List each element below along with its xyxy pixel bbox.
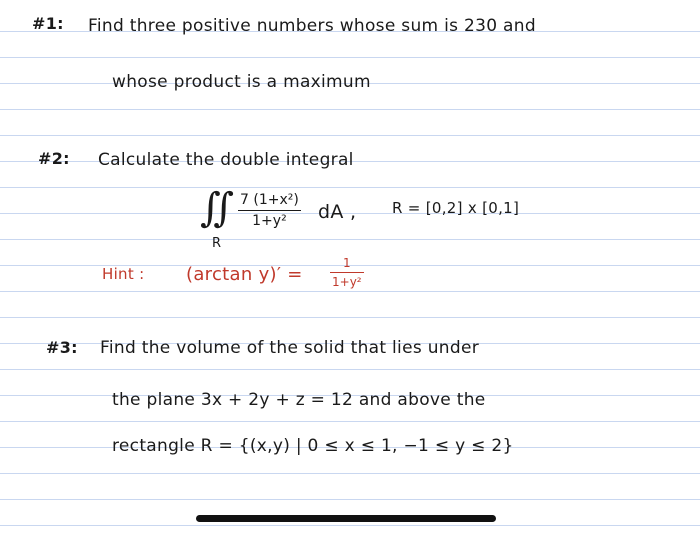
problem-3-label: #3:	[46, 338, 78, 357]
home-indicator-bar[interactable]	[196, 515, 496, 522]
integrand-denominator: 1+y²	[252, 213, 287, 229]
fraction-bar	[238, 210, 301, 211]
region-definition: R = [0,2] x [0,1]	[392, 199, 520, 217]
hint-denominator: 1+y²	[332, 275, 362, 289]
problem-1-line-1: Find three positive numbers whose sum is 230 and	[88, 16, 536, 36]
problem-1-line-2: whose product is a maximum	[112, 72, 371, 92]
double-integral-icon: ∬	[200, 185, 235, 231]
problem-2-line-1: Calculate the double integral	[98, 150, 354, 170]
problem-3-line-2: the plane 3x + 2y + z = 12 and above the	[112, 390, 486, 410]
hint-label: Hint :	[102, 265, 145, 283]
hint-fraction	[330, 256, 364, 289]
integrand-numerator: 7 (1+x²)	[240, 192, 299, 208]
hint-expression: (arctan y)′ =	[186, 264, 303, 285]
problem-3-line-1: Find the volume of the solid that lies under	[100, 338, 479, 358]
problem-2-label: #2:	[38, 149, 70, 168]
differential-dA: dA ,	[318, 201, 357, 223]
hint-fraction-bar	[330, 272, 364, 273]
problem-3-line-3: rectangle R = {(x,y) | 0 ≤ x ≤ 1, −1 ≤ y ≤ 2}	[112, 436, 514, 456]
integrand-fraction	[238, 192, 301, 229]
integral-region-subscript: R	[212, 236, 222, 251]
hint-numerator: 1	[342, 256, 351, 270]
problem-1-label: #1:	[32, 14, 64, 33]
